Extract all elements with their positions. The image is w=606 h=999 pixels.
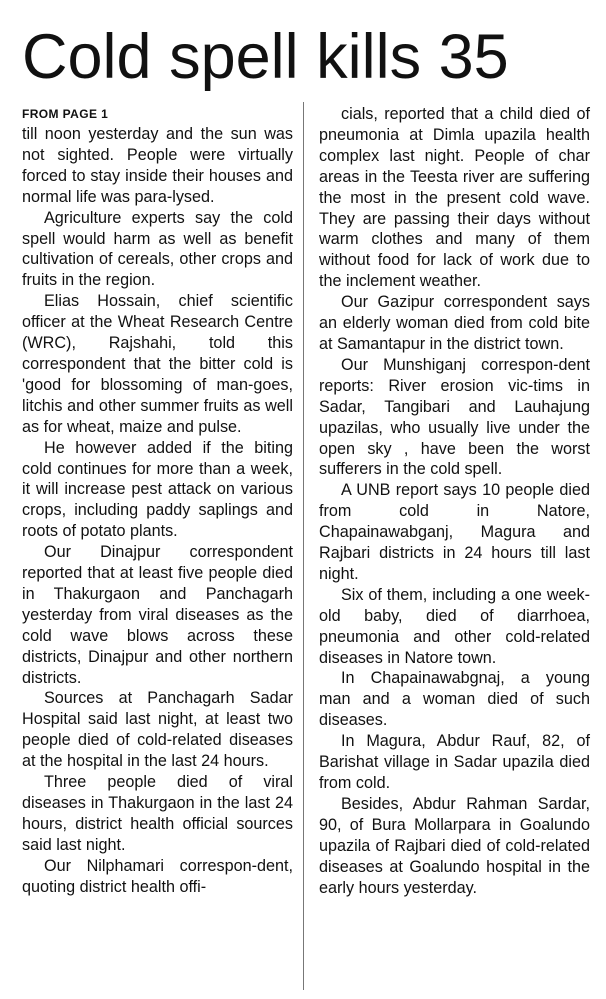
continuation-kicker: FROM PAGE 1 xyxy=(22,107,109,121)
paragraph: Besides, Abdur Rahman Sardar, 90, of Bura Mollarpara in Goalundo upazila of Rajbari died of cold-related diseases at Goalundo hospital in the early hours yesterday. xyxy=(319,794,590,897)
paragraph: Elias Hossain, chief scientific officer at the Wheat Research Centre (WRC), Rajshahi, told this correspondent that the bitter cold is 'good for blossoming of man-goes, litchis and other summer fruits as well as for wheat, maize and pulse. xyxy=(22,292,293,436)
paragraph: Our Gazipur correspondent says an elderly woman died from cold bite at Samantapur in the district town. xyxy=(319,293,590,353)
paragraph: Three people died of viral diseases in Thakurgaon in the last 24 hours, district health official sources said last night. xyxy=(22,773,293,854)
article-column-left xyxy=(22,104,293,898)
headline: Cold spell kills 35 xyxy=(22,22,509,92)
paragraph: Our Nilphamari correspon-dent, quoting district health offi- xyxy=(22,856,293,896)
paragraph: till noon yesterday and the sun was not sighted. People were virtually forced to stay inside their houses and normal life was para-lysed. xyxy=(22,125,293,206)
paragraph: Agriculture experts say the cold spell would harm as well as benefit cultivation of cereals, other crops and fruits in the region. xyxy=(22,208,293,290)
column-divider xyxy=(303,102,304,990)
paragraph: Our Dinajpur correspondent reported that at least five people died in Thakurgaon and Panchagarh yesterday from viral diseases as the cold wave blows across these districts, Dinajpur and other northern districts. xyxy=(22,543,293,687)
paragraph: Sources at Panchagarh Sadar Hospital said last night, at least two people died of cold-related diseases at the hospital in the last 24 hours. xyxy=(22,689,293,771)
article-column-right xyxy=(319,104,590,898)
paragraph: Our Munshiganj correspon-dent reports: River erosion vic-tims in Sadar, Tangibari and Lauhajung upazilas, who usually live under the open sky , have been the worst sufferers in the cold spell. xyxy=(319,355,590,479)
paragraph: In Magura, Abdur Rauf, 82, of Barishat village in Sadar upazila died from cold. xyxy=(319,732,590,792)
paragraph: cials, reported that a child died of pneumonia at Dimla upazila health complex last night. People of char areas in the Teesta river are suffering the most in the present cold wave. They are passing their days without warm clothes and many of them without food for lack of work due to the inclement weather. xyxy=(319,105,590,291)
paragraph: He however added if the biting cold continues for more than a week, it will increase pest attack on various crops, including paddy saplings and roots of potato plants. xyxy=(22,438,293,541)
paragraph: Six of them, including a one week-old baby, died of diarrhoea, pneumonia and other cold-related diseases in Natore town. xyxy=(319,585,590,667)
paragraph: A UNB report says 10 people died from cold in Natore, Chapainawabganj, Magura and Rajbari districts in 24 hours till last night. xyxy=(319,481,590,583)
paragraph: In Chapainawabgnaj, a young man and a woman died of such diseases. xyxy=(319,669,590,730)
